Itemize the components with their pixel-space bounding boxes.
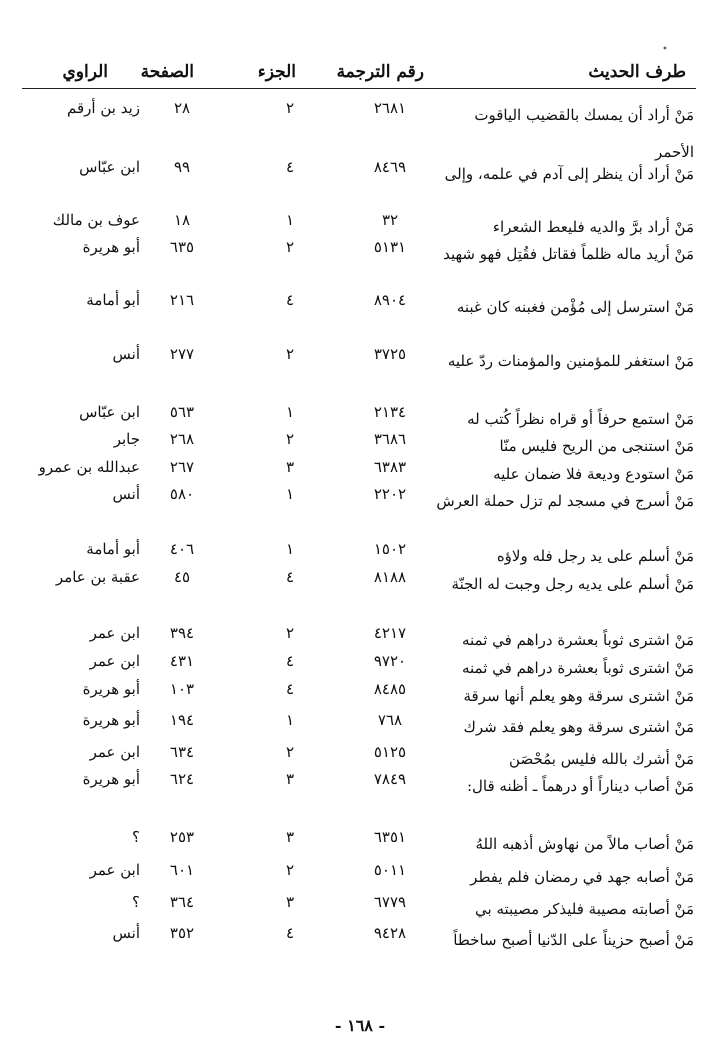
cell-juz: ٢	[285, 238, 295, 256]
cell-juz: ١	[285, 211, 295, 229]
cell-hadith: مَنْ أريد ماله ظلماً فقاتل فقُتِل فهو شهيد	[443, 245, 694, 263]
cell-safha: ١٠٣	[169, 680, 195, 698]
cell-tarjama: ٢٢٠٢	[373, 485, 407, 503]
header-safha: الصفحة	[140, 62, 194, 82]
header-hadith: طرف الحديث	[588, 62, 686, 82]
cell-safha: ١٩٤	[169, 711, 195, 729]
cell-rawi: عوف بن مالك	[52, 211, 140, 229]
cell-hadith: مَنْ اشترى سرقة وهو يعلم أنها سرقة	[463, 687, 694, 705]
cell-rawi: أبو هريرة	[82, 238, 140, 256]
cell-rawi: أنس	[112, 924, 140, 942]
cell-tarjama: ٥١٢٥	[373, 743, 407, 761]
cell-juz: ٣	[285, 828, 295, 846]
cell-juz: ٤	[285, 924, 295, 942]
cell-rawi: زيد بن أرقم	[67, 99, 140, 117]
cell-hadith: مَنْ أراد أن يمسك بالقضيب الياقوت الأحمر	[474, 106, 694, 161]
cell-safha: ٤٥	[173, 568, 191, 586]
cell-hadith: مَنْ أصابه جهد في رمضان فلم يفطر	[470, 868, 694, 886]
cell-hadith: مَنْ أصاب مالاً من نهاوش أذهبه اللهُ	[475, 835, 694, 853]
cell-rawi: جابر	[113, 430, 140, 448]
cell-juz: ١	[285, 540, 295, 558]
cell-safha: ٣٦٤	[169, 893, 195, 911]
cell-juz: ٢	[285, 624, 295, 642]
cell-safha: ٦٣٤	[169, 743, 195, 761]
cell-tarjama: ٦٣٨٣	[373, 458, 407, 476]
cell-juz: ١	[285, 485, 295, 503]
cell-safha: ٢٦٧	[169, 458, 195, 476]
cell-juz: ١	[285, 403, 295, 421]
cell-hadith: مَنْ اشترى ثوباً بعشرة دراهم في ثمنه	[461, 659, 694, 677]
cell-tarjama: ٧٨٤٩	[373, 770, 407, 788]
cell-safha: ٢٥٣	[169, 828, 195, 846]
cell-juz: ٤	[285, 158, 295, 176]
cell-rawi: أبو هريرة	[82, 680, 140, 698]
cell-safha: ٦٣٥	[169, 238, 195, 256]
cell-rawi: أبو هريرة	[82, 711, 140, 729]
cell-hadith: مَنْ اشترى سرقة وهو يعلم فقد شرك	[463, 718, 694, 736]
cell-tarjama: ٢١٣٤	[373, 403, 407, 421]
cell-juz: ٣	[285, 770, 295, 788]
cell-tarjama: ٧٦٨	[377, 711, 403, 729]
cell-rawi: ؟	[132, 893, 140, 911]
cell-juz: ٤	[285, 291, 295, 309]
header-tarjama: رقم الترجمة	[336, 62, 424, 82]
cell-juz: ٢	[285, 345, 295, 363]
cell-juz: ٤	[285, 652, 295, 670]
cell-rawi: أبو هريرة	[82, 770, 140, 788]
cell-tarjama: ٩٤٢٨	[373, 924, 407, 942]
cell-tarjama: ٢٦٨١	[373, 99, 407, 117]
cell-hadith: مَنْ استمع حرفاً أو قراه نظراً كُتب له	[467, 410, 694, 428]
cell-juz: ٢	[285, 430, 295, 448]
cell-juz: ٣	[285, 893, 295, 911]
cell-hadith: مَنْ أصبح حزيناً على الدّنيا أصبح ساخطاً	[453, 931, 694, 949]
cell-rawi: أنس	[112, 485, 140, 503]
cell-hadith: مَنْ أشرك بالله فليس بمُحْصَن	[509, 750, 694, 768]
cell-tarjama: ٩٧٢٠	[373, 652, 407, 670]
cell-rawi: ؟	[132, 828, 140, 846]
scan-mark: •	[662, 44, 668, 55]
cell-hadith: مَنْ اشترى ثوباً بعشرة دراهم في ثمنه	[461, 631, 694, 649]
cell-tarjama: ٥١٣١	[373, 238, 407, 256]
cell-safha: ٢٦٨	[169, 430, 195, 448]
cell-juz: ٤	[285, 680, 295, 698]
cell-safha: ٤٠٦	[169, 540, 195, 558]
cell-rawi: عقبة بن عامر	[55, 568, 140, 586]
cell-tarjama: ٣٢	[381, 211, 399, 229]
cell-rawi: أبو أمامة	[86, 540, 140, 558]
cell-safha: ١٨	[173, 211, 191, 229]
cell-safha: ٣٥٢	[169, 924, 195, 942]
cell-hadith: مَنْ استنجى من الريح فليس منّا	[499, 437, 694, 455]
cell-juz: ٢	[285, 99, 295, 117]
cell-safha: ٥٨٠	[169, 485, 195, 503]
cell-juz: ٤	[285, 568, 295, 586]
cell-rawi: ابن عمر	[89, 861, 140, 879]
cell-juz: ٢	[285, 861, 295, 879]
cell-safha: ٥٦٣	[169, 403, 195, 421]
cell-tarjama: ٨٤٦٩	[373, 158, 407, 176]
cell-hadith: مَنْ أصاب ديناراً أو درهماً ـ أظنه قال:	[466, 777, 694, 795]
cell-tarjama: ٨٤٨٥	[373, 680, 407, 698]
cell-hadith: مَنْ استودع وديعة فلا ضمان عليه	[493, 465, 694, 483]
cell-rawi: ابن عمر	[89, 743, 140, 761]
cell-tarjama: ٣٧٢٥	[373, 345, 407, 363]
page-number: - ١٦٨ -	[334, 1016, 386, 1035]
cell-tarjama: ٦٣٥١	[373, 828, 407, 846]
cell-hadith: مَنْ أراد برَّ والديه فليعط الشعراء	[492, 218, 694, 236]
cell-juz: ١	[285, 711, 295, 729]
cell-hadith: مَنْ أسرج في مسجد لم تزل حملة العرش	[436, 492, 694, 510]
cell-safha: ٦٢٤	[169, 770, 195, 788]
cell-rawi: ابن عمر	[89, 652, 140, 670]
cell-tarjama: ٦٧٧٩	[373, 893, 407, 911]
cell-rawi: ابن عبّاس	[79, 403, 140, 421]
header-juz: الجزء	[257, 62, 296, 82]
cell-safha: ٣٩٤	[169, 624, 195, 642]
cell-tarjama: ١٥٠٢	[373, 540, 407, 558]
cell-hadith: مَنْ أراد أن ينظر إلى آدم في علمه، وإلى	[444, 165, 694, 183]
cell-safha: ٩٩	[173, 158, 191, 176]
cell-tarjama: ٣٦٨٦	[373, 430, 407, 448]
cell-hadith: مَنْ استغفر للمؤمنين والمؤمنات ردّ عليه	[447, 352, 694, 370]
cell-rawi: أنس	[112, 345, 140, 363]
cell-hadith: مَنْ أسلم على يد رجل فله ولاؤه	[496, 547, 694, 565]
cell-rawi: أبو أمامة	[86, 291, 140, 309]
cell-tarjama: ٤٢١٧	[373, 624, 407, 642]
cell-safha: ٢٨	[173, 99, 191, 117]
cell-tarjama: ٨١٨٨	[373, 568, 407, 586]
cell-tarjama: ٥٠١١	[373, 861, 407, 879]
cell-safha: ٦٠١	[169, 861, 195, 879]
cell-rawi: عبدالله بن عمرو	[38, 458, 140, 476]
cell-juz: ٣	[285, 458, 295, 476]
cell-rawi: ابن عبّاس	[79, 158, 140, 176]
cell-tarjama: ٨٩٠٤	[373, 291, 407, 309]
cell-safha: ٢١٦	[169, 291, 195, 309]
cell-safha: ٢٧٧	[169, 345, 195, 363]
cell-hadith: مَنْ استرسل إلى مُؤْمن فغبنه كان غبنه	[456, 298, 694, 316]
cell-hadith: مَنْ أسلم على يديه رجل وجبت له الجنّة	[451, 575, 694, 593]
cell-rawi: ابن عمر	[89, 624, 140, 642]
cell-hadith: مَنْ أصابته مصيبة فليذكر مصيبته بي	[475, 900, 694, 918]
header-rawi: الراوي	[62, 62, 108, 82]
cell-safha: ٤٣١	[169, 652, 195, 670]
cell-juz: ٢	[285, 743, 295, 761]
table-header	[22, 58, 696, 89]
